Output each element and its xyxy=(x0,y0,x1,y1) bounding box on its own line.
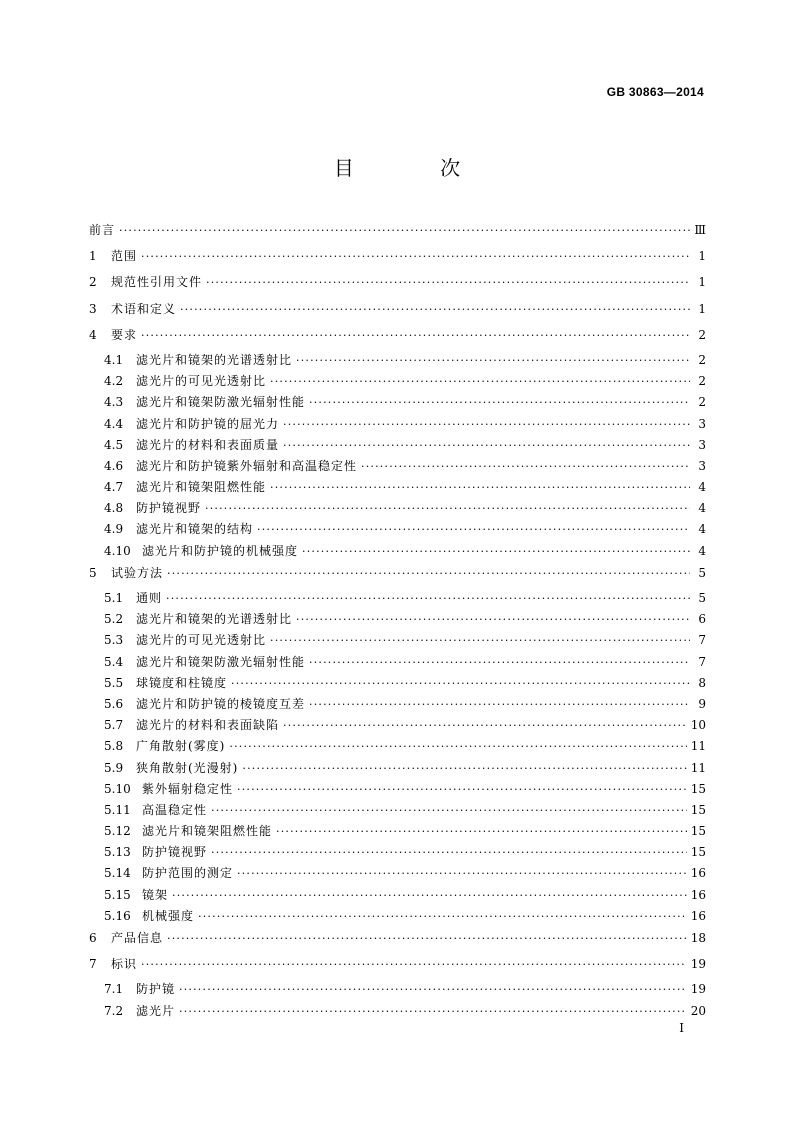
toc-entry[interactable] xyxy=(89,631,706,652)
toc-entry-number: 4.1 xyxy=(104,352,124,367)
dot-leader xyxy=(296,613,690,626)
toc-entry-number: 5.15 xyxy=(104,887,131,902)
toc-entry[interactable] xyxy=(89,372,706,393)
toc-entry-label: 滤光片和防护镜的棱镜度互差 xyxy=(136,696,306,711)
toc-entry-page: 2 xyxy=(698,374,706,389)
toc-entry-page: 6 xyxy=(698,612,706,627)
toc-entry-label: 试验方法 xyxy=(111,565,164,580)
dot-leader xyxy=(167,932,687,945)
toc-entry[interactable] xyxy=(89,457,706,478)
toc-entry-page: 4 xyxy=(698,501,706,516)
toc-entry-page: 4 xyxy=(698,522,706,537)
dot-leader xyxy=(172,889,687,902)
dot-leader xyxy=(237,783,687,796)
toc-entry-page: 2 xyxy=(698,395,706,410)
page-number: I xyxy=(679,1021,684,1035)
toc-entry[interactable] xyxy=(89,843,706,864)
dot-leader xyxy=(242,762,686,775)
dot-leader xyxy=(283,439,690,452)
toc-entry-label: 滤光片和镜架的光谱透射比 xyxy=(136,352,293,367)
toc-entry[interactable] xyxy=(89,299,706,325)
toc-entry-label: 紫外辐射稳定性 xyxy=(142,781,234,796)
toc-entry-label: 防护镜视野 xyxy=(142,845,208,860)
toc-entry[interactable] xyxy=(89,822,706,843)
toc-entry-number: 3 xyxy=(89,301,97,316)
toc-entry-number: 7 xyxy=(89,957,97,972)
toc-entry-label: 滤光片和镜架阻燃性能 xyxy=(136,480,267,495)
dot-leader xyxy=(198,910,687,923)
toc-entry[interactable] xyxy=(89,325,706,351)
toc-entry-label: 要求 xyxy=(111,327,138,342)
dot-leader xyxy=(206,276,690,289)
toc-entry-page: 20 xyxy=(690,1003,706,1018)
toc-entry-label: 产品信息 xyxy=(111,931,164,945)
toc-entry-number: 4.7 xyxy=(104,480,124,495)
toc-entry-label: 滤光片和镜架的结构 xyxy=(136,522,254,537)
toc-entry-label: 滤光片的可见光透射比 xyxy=(136,374,267,389)
toc-entry-label: 滤光片和镜架防激光辐射性能 xyxy=(136,654,306,669)
dot-leader xyxy=(309,656,690,669)
toc-entry-number: 5.5 xyxy=(104,675,124,690)
toc-entry-number: 5.2 xyxy=(104,612,124,627)
dot-leader xyxy=(211,804,687,817)
toc-entry-label: 标识 xyxy=(111,957,138,972)
dot-leader xyxy=(167,567,690,580)
dot-leader xyxy=(141,958,687,971)
toc-entry-number: 4.2 xyxy=(104,374,124,389)
toc-entry-number: 4 xyxy=(89,327,97,342)
toc-entry-label: 滤光片和镜架防激光辐射性能 xyxy=(136,395,306,410)
standard-code: GB 30863—2014 xyxy=(606,85,704,99)
dot-leader xyxy=(237,867,687,880)
table-of-contents xyxy=(89,220,706,1023)
toc-entry-label: 滤光片和防护镜紫外辐射和高温稳定性 xyxy=(136,458,358,473)
toc-entry-number: 5.10 xyxy=(104,781,131,796)
dot-leader xyxy=(270,634,690,647)
toc-entry-page: 19 xyxy=(690,982,706,997)
toc-entry[interactable] xyxy=(89,520,706,541)
toc-entry-label: 范围 xyxy=(111,249,138,264)
toc-entry-page: 11 xyxy=(690,760,706,775)
dot-leader xyxy=(179,983,687,996)
toc-entry-page: 3 xyxy=(698,458,706,473)
dot-leader xyxy=(309,396,690,409)
toc-entry-page: 4 xyxy=(698,480,706,495)
toc-entry-label: 滤光片和防护镜的屈光力 xyxy=(136,416,280,431)
toc-entry[interactable] xyxy=(89,695,706,716)
toc-entry[interactable] xyxy=(89,674,706,695)
toc-entry[interactable] xyxy=(89,907,706,928)
toc-entry-page: 2 xyxy=(698,352,706,367)
toc-entry[interactable] xyxy=(89,393,706,414)
toc-entry-label: 镜架 xyxy=(142,887,169,902)
toc-entry-label: 滤光片的材料和表面质量 xyxy=(136,437,280,452)
dot-leader xyxy=(296,354,690,367)
dot-leader xyxy=(231,677,690,690)
toc-entry-label: 广角散射(雾度) xyxy=(136,739,226,754)
dot-leader xyxy=(119,224,690,237)
toc-entry-number: 5.7 xyxy=(104,718,124,733)
toc-entry-number: 4.3 xyxy=(104,395,124,410)
dot-leader xyxy=(166,592,690,605)
toc-entry-label: 规范性引用文件 xyxy=(111,275,203,290)
toc-entry[interactable] xyxy=(89,716,706,737)
toc-entry-page: 7 xyxy=(698,654,706,669)
toc-entry-label: 滤光片 xyxy=(136,1003,176,1018)
toc-entry-page: 16 xyxy=(690,866,706,881)
toc-entry[interactable] xyxy=(89,780,706,801)
page-title: 目 次 xyxy=(333,156,501,180)
dot-leader xyxy=(180,303,690,316)
toc-entry-label: 滤光片的可见光透射比 xyxy=(136,633,267,648)
dot-leader xyxy=(270,481,690,494)
toc-entry-number: 5.13 xyxy=(104,845,131,860)
toc-entry[interactable] xyxy=(89,415,706,436)
dot-leader xyxy=(283,418,690,431)
toc-entry[interactable] xyxy=(89,563,706,589)
dot-leader xyxy=(361,460,690,473)
toc-entry-label: 防护范围的测定 xyxy=(142,866,234,881)
dot-leader xyxy=(276,825,687,838)
toc-entry-number: 4.6 xyxy=(104,458,124,473)
toc-entry-number: 5 xyxy=(89,565,97,580)
toc-entry-page: 16 xyxy=(690,908,706,923)
dot-leader xyxy=(302,545,690,558)
toc-entry-number: 4.5 xyxy=(104,437,124,452)
dot-leader xyxy=(309,698,690,711)
toc-entry-page: 11 xyxy=(690,739,706,754)
toc-entry-label: 前言 xyxy=(89,223,116,237)
toc-entry-number: 7.1 xyxy=(104,982,124,997)
toc-entry-page: 7 xyxy=(698,633,706,648)
toc-entry[interactable] xyxy=(89,864,706,885)
toc-entry[interactable] xyxy=(89,499,706,520)
toc-entry-page: 10 xyxy=(690,718,706,733)
toc-entry-label: 机械强度 xyxy=(142,908,195,923)
toc-entry[interactable] xyxy=(89,542,706,563)
toc-entry-number: 5.1 xyxy=(104,591,124,605)
toc-entry-label: 滤光片的材料和表面缺陷 xyxy=(136,718,280,733)
toc-entry[interactable] xyxy=(89,980,706,1001)
toc-entry-label: 高温稳定性 xyxy=(142,802,208,817)
toc-entry-number: 5.11 xyxy=(104,802,131,817)
dot-leader xyxy=(270,375,690,388)
dot-leader xyxy=(257,523,690,536)
toc-entry-page: 15 xyxy=(690,824,706,839)
dot-leader xyxy=(211,846,687,859)
toc-entry-number: 1 xyxy=(89,249,97,264)
toc-entry[interactable] xyxy=(89,272,706,298)
toc-entry-page: 3 xyxy=(698,416,706,431)
toc-entry-number: 6 xyxy=(89,931,97,945)
toc-entry-label: 滤光片和镜架阻燃性能 xyxy=(142,824,273,839)
toc-entry-number: 5.6 xyxy=(104,696,124,711)
dot-leader xyxy=(229,740,686,753)
toc-entry[interactable] xyxy=(89,246,706,272)
toc-entry-number: 5.14 xyxy=(104,866,131,881)
dot-leader xyxy=(179,1005,687,1018)
toc-entry[interactable] xyxy=(89,351,706,372)
toc-entry-page: 5 xyxy=(698,565,706,580)
toc-entry-label: 通则 xyxy=(136,591,163,605)
toc-entry-page: Ⅲ xyxy=(694,223,706,237)
toc-entry-number: 5.3 xyxy=(104,633,124,648)
toc-entry[interactable] xyxy=(89,653,706,674)
toc-entry[interactable] xyxy=(89,220,706,246)
toc-entry-number: 4.9 xyxy=(104,522,124,537)
toc-entry-page: 15 xyxy=(690,845,706,860)
toc-entry-label: 球镜度和柱镜度 xyxy=(136,675,228,690)
toc-entry-page: 9 xyxy=(698,696,706,711)
toc-entry[interactable] xyxy=(89,954,706,980)
toc-entry-label: 滤光片和镜架的光谱透射比 xyxy=(136,612,293,627)
toc-entry-page: 4 xyxy=(698,543,706,558)
toc-entry[interactable] xyxy=(89,589,706,610)
toc-entry-number: 7.2 xyxy=(104,1003,124,1018)
toc-entry-label: 术语和定义 xyxy=(111,301,177,316)
toc-entry-label: 防护镜 xyxy=(136,982,176,997)
toc-entry-page: 18 xyxy=(690,931,706,945)
toc-entry-label: 狭角散射(光漫射) xyxy=(136,760,239,775)
toc-entry[interactable] xyxy=(89,436,706,457)
toc-entry-page: 1 xyxy=(698,301,706,316)
toc-entry-number: 2 xyxy=(89,275,97,290)
dot-leader xyxy=(141,329,690,342)
toc-entry-number: 4.4 xyxy=(104,416,124,431)
toc-entry-number: 5.9 xyxy=(104,760,124,775)
toc-entry[interactable] xyxy=(89,478,706,499)
toc-entry[interactable] xyxy=(89,886,706,907)
toc-entry[interactable] xyxy=(89,1002,706,1023)
toc-entry-number: 5.8 xyxy=(104,739,124,754)
toc-entry-number: 5.16 xyxy=(104,908,131,923)
toc-entry-number: 4.8 xyxy=(104,501,124,516)
toc-entry-number: 5.12 xyxy=(104,824,131,839)
toc-entry-page: 15 xyxy=(690,802,706,817)
toc-entry-page: 16 xyxy=(690,887,706,902)
dot-leader xyxy=(283,719,687,732)
toc-entry-page: 15 xyxy=(690,781,706,796)
toc-entry-page: 19 xyxy=(690,957,706,972)
dot-leader xyxy=(205,502,690,515)
toc-entry-page: 3 xyxy=(698,437,706,452)
toc-entry[interactable] xyxy=(89,928,706,954)
toc-entry[interactable] xyxy=(89,610,706,631)
toc-entry[interactable] xyxy=(89,737,706,758)
toc-entry-page: 1 xyxy=(698,249,706,264)
toc-entry[interactable] xyxy=(89,801,706,822)
toc-entry-number: 5.4 xyxy=(104,654,124,669)
toc-entry-label: 滤光片和防护镜的机械强度 xyxy=(142,543,299,558)
toc-entry-page: 2 xyxy=(698,327,706,342)
toc-entry-page: 1 xyxy=(698,275,706,290)
toc-entry-number: 4.10 xyxy=(104,543,131,558)
dot-leader xyxy=(141,250,690,263)
toc-entry[interactable] xyxy=(89,759,706,780)
toc-entry-page: 5 xyxy=(698,591,706,605)
toc-entry-label: 防护镜视野 xyxy=(136,501,202,516)
toc-entry-page: 8 xyxy=(698,675,706,690)
